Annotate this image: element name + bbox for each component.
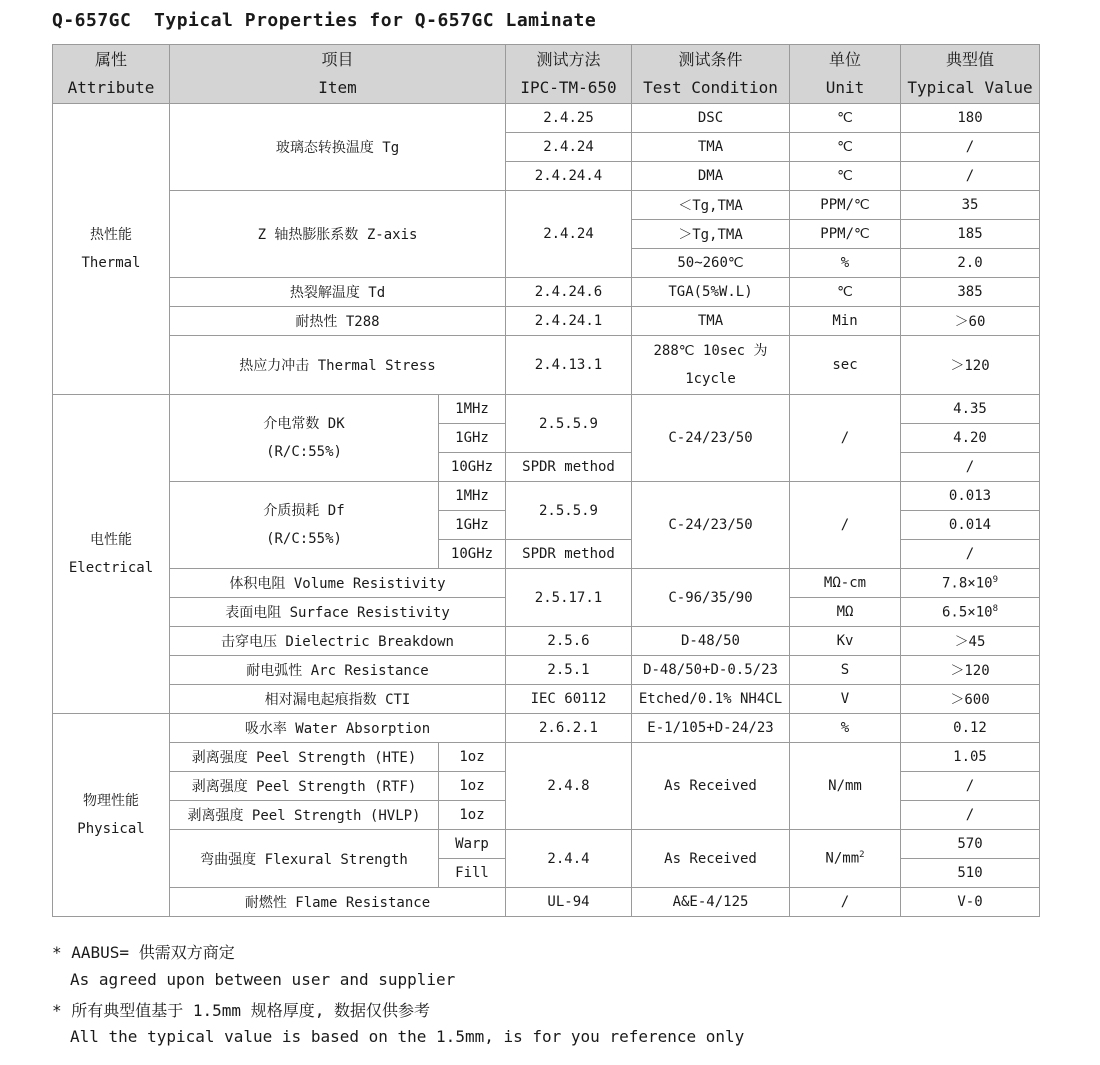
item-peel-hvlp: 剥离强度 Peel Strength (HVLP)	[170, 801, 439, 830]
method-cell: 2.4.24.4	[506, 162, 632, 191]
header-test-condition: 测试条件 Test Condition	[632, 45, 790, 104]
method-cell: 2.5.5.9	[506, 482, 632, 540]
condition-cell: TMA	[632, 133, 790, 162]
footnote-aabus-en: As agreed upon between user and supplier	[70, 970, 456, 989]
header-attribute: 属性 Attribute	[53, 45, 170, 104]
properties-table	[52, 44, 1040, 917]
condition-cell: 288℃ 10sec 为 1cycle	[632, 336, 790, 395]
condition-cell: C-96/35/90	[632, 569, 790, 627]
item-water-absorption: 吸水率 Water Absorption	[170, 714, 506, 743]
table-row	[53, 482, 1040, 511]
item-dielectric-breakdown: 击穿电压 Dielectric Breakdown	[170, 627, 506, 656]
footnote-aabus: * AABUS= 供需双方商定	[52, 943, 235, 962]
frequency-cell: 1GHz	[439, 511, 506, 540]
table-row	[53, 685, 1040, 714]
unit-cell: MΩ	[790, 598, 901, 627]
attribute-thermal: 热性能 Thermal	[53, 104, 170, 395]
table-row	[53, 743, 1040, 772]
value-cell: 185	[901, 220, 1040, 249]
sub-cell: 1oz	[439, 801, 506, 830]
unit-cell: ℃	[790, 162, 901, 191]
method-cell: 2.4.24	[506, 191, 632, 278]
method-cell: SPDR method	[506, 453, 632, 482]
unit-cell: %	[790, 249, 901, 278]
unit-cell: S	[790, 656, 901, 685]
method-cell: 2.5.17.1	[506, 569, 632, 627]
condition-cell: D-48/50+D-0.5/23	[632, 656, 790, 685]
table-row	[53, 714, 1040, 743]
condition-cell: 50~260℃	[632, 249, 790, 278]
value-cell: 35	[901, 191, 1040, 220]
unit-cell: ℃	[790, 133, 901, 162]
condition-cell: As Received	[632, 743, 790, 830]
frequency-cell: 10GHz	[439, 540, 506, 569]
table-row	[53, 278, 1040, 307]
method-cell: 2.5.5.9	[506, 395, 632, 453]
value-cell: /	[901, 772, 1040, 801]
condition-cell: TGA(5%W.L)	[632, 278, 790, 307]
value-cell: ＞60	[901, 307, 1040, 336]
table-row	[53, 656, 1040, 685]
value-cell: 0.013	[901, 482, 1040, 511]
method-cell: 2.4.13.1	[506, 336, 632, 395]
method-cell: 2.4.8	[506, 743, 632, 830]
item-dk: 介电常数 DK (R/C:55%)	[170, 395, 439, 482]
condition-cell: A&E-4/125	[632, 888, 790, 917]
value-cell: ＞600	[901, 685, 1040, 714]
table-row	[53, 336, 1040, 395]
condition-cell: C-24/23/50	[632, 395, 790, 482]
value-cell: /	[901, 540, 1040, 569]
unit-cell: Min	[790, 307, 901, 336]
footnote-thickness-en: All the typical value is based on the 1.5mm, is for you reference only	[70, 1027, 745, 1046]
unit-cell: N/mm	[790, 743, 901, 830]
table-row	[53, 104, 1040, 133]
header-row	[53, 45, 1040, 104]
method-cell: IEC 60112	[506, 685, 632, 714]
method-cell: 2.4.25	[506, 104, 632, 133]
unit-cell: Kv	[790, 627, 901, 656]
sub-cell: Warp	[439, 830, 506, 859]
sub-cell: 1oz	[439, 772, 506, 801]
unit-cell: $N/mm^2$	[790, 830, 901, 888]
sub-cell: 1oz	[439, 743, 506, 772]
method-cell: 2.5.6	[506, 627, 632, 656]
condition-cell: TMA	[632, 307, 790, 336]
item-thermal-stress: 热应力冲击 Thermal Stress	[170, 336, 506, 395]
table-row	[53, 569, 1040, 598]
unit-cell: MΩ-cm	[790, 569, 901, 598]
value-cell: 0.12	[901, 714, 1040, 743]
footnote-thickness: * 所有典型值基于 1.5mm 规格厚度, 数据仅供参考	[52, 1001, 430, 1020]
table-row	[53, 307, 1040, 336]
method-cell: 2.4.24	[506, 133, 632, 162]
unit-cell: V	[790, 685, 901, 714]
unit-cell: %	[790, 714, 901, 743]
condition-cell: ＜Tg,TMA	[632, 191, 790, 220]
value-cell: ＞45	[901, 627, 1040, 656]
value-cell: ＞120	[901, 336, 1040, 395]
value-cell: 1.05	[901, 743, 1040, 772]
item-peel-rtf: 剥离强度 Peel Strength (RTF)	[170, 772, 439, 801]
item-peel-hte: 剥离强度 Peel Strength (HTE)	[170, 743, 439, 772]
item-td: 热裂解温度 Td	[170, 278, 506, 307]
value-cell: /	[901, 162, 1040, 191]
value-cell: 570	[901, 830, 1040, 859]
method-cell: 2.4.24.1	[506, 307, 632, 336]
item-df: 介质损耗 Df (R/C:55%)	[170, 482, 439, 569]
table-row	[53, 395, 1040, 424]
condition-cell: DSC	[632, 104, 790, 133]
condition-cell: Etched/0.1% NH4CL	[632, 685, 790, 714]
item-surface-resistivity: 表面电阻 Surface Resistivity	[170, 598, 506, 627]
item-t288: 耐热性 T288	[170, 307, 506, 336]
item-volume-resistivity: 体积电阻 Volume Resistivity	[170, 569, 506, 598]
table-row	[53, 830, 1040, 859]
method-cell: 2.4.24.6	[506, 278, 632, 307]
document-title: Q-657GC Typical Properties for Q-657GC Laminate	[52, 10, 597, 31]
value-cell: 4.20	[901, 424, 1040, 453]
unit-cell: ℃	[790, 104, 901, 133]
table-row	[53, 888, 1040, 917]
value-cell: V-0	[901, 888, 1040, 917]
item-arc-resistance: 耐电弧性 Arc Resistance	[170, 656, 506, 685]
header-item: 项目 Item	[170, 45, 506, 104]
item-z-axis: Z 轴热膨胀系数 Z-axis	[170, 191, 506, 278]
attribute-electrical: 电性能 Electrical	[53, 395, 170, 714]
unit-cell: PPM/℃	[790, 191, 901, 220]
item-cti: 相对漏电起痕指数 CTI	[170, 685, 506, 714]
value-cell: 385	[901, 278, 1040, 307]
condition-cell: As Received	[632, 830, 790, 888]
method-cell: 2.4.4	[506, 830, 632, 888]
item-flexural-strength: 弯曲强度 Flexural Strength	[170, 830, 439, 888]
method-cell: SPDR method	[506, 540, 632, 569]
value-cell: /	[901, 453, 1040, 482]
table-row	[53, 627, 1040, 656]
value-cell: /	[901, 801, 1040, 830]
value-cell: /	[901, 133, 1040, 162]
value-cell: $6.5\times 10^8$	[901, 598, 1040, 627]
unit-cell: /	[790, 395, 901, 482]
frequency-cell: 1MHz	[439, 395, 506, 424]
condition-cell: ＞Tg,TMA	[632, 220, 790, 249]
condition-cell: C-24/23/50	[632, 482, 790, 569]
value-cell: 4.35	[901, 395, 1040, 424]
method-cell: 2.5.1	[506, 656, 632, 685]
sub-cell: Fill	[439, 859, 506, 888]
value-cell: 0.014	[901, 511, 1040, 540]
frequency-cell: 1MHz	[439, 482, 506, 511]
condition-cell: D-48/50	[632, 627, 790, 656]
unit-cell: /	[790, 888, 901, 917]
item-tg: 玻璃态转换温度 Tg	[170, 104, 506, 191]
header-unit: 单位 Unit	[790, 45, 901, 104]
frequency-cell: 10GHz	[439, 453, 506, 482]
value-cell: 180	[901, 104, 1040, 133]
method-cell: 2.6.2.1	[506, 714, 632, 743]
method-cell: UL-94	[506, 888, 632, 917]
unit-cell: /	[790, 482, 901, 569]
frequency-cell: 1GHz	[439, 424, 506, 453]
table-row	[53, 191, 1040, 220]
value-cell: 2.0	[901, 249, 1040, 278]
value-cell: $7.8\times 10^9$	[901, 569, 1040, 598]
unit-cell: ℃	[790, 278, 901, 307]
header-typical-value: 典型值 Typical Value	[901, 45, 1040, 104]
item-flame-resistance: 耐燃性 Flame Resistance	[170, 888, 506, 917]
attribute-physical: 物理性能 Physical	[53, 714, 170, 917]
condition-cell: E-1/105+D-24/23	[632, 714, 790, 743]
condition-cell: DMA	[632, 162, 790, 191]
value-cell: ＞120	[901, 656, 1040, 685]
value-cell: 510	[901, 859, 1040, 888]
unit-cell: PPM/℃	[790, 220, 901, 249]
unit-cell: sec	[790, 336, 901, 395]
header-test-method: 测试方法 IPC-TM-650	[506, 45, 632, 104]
